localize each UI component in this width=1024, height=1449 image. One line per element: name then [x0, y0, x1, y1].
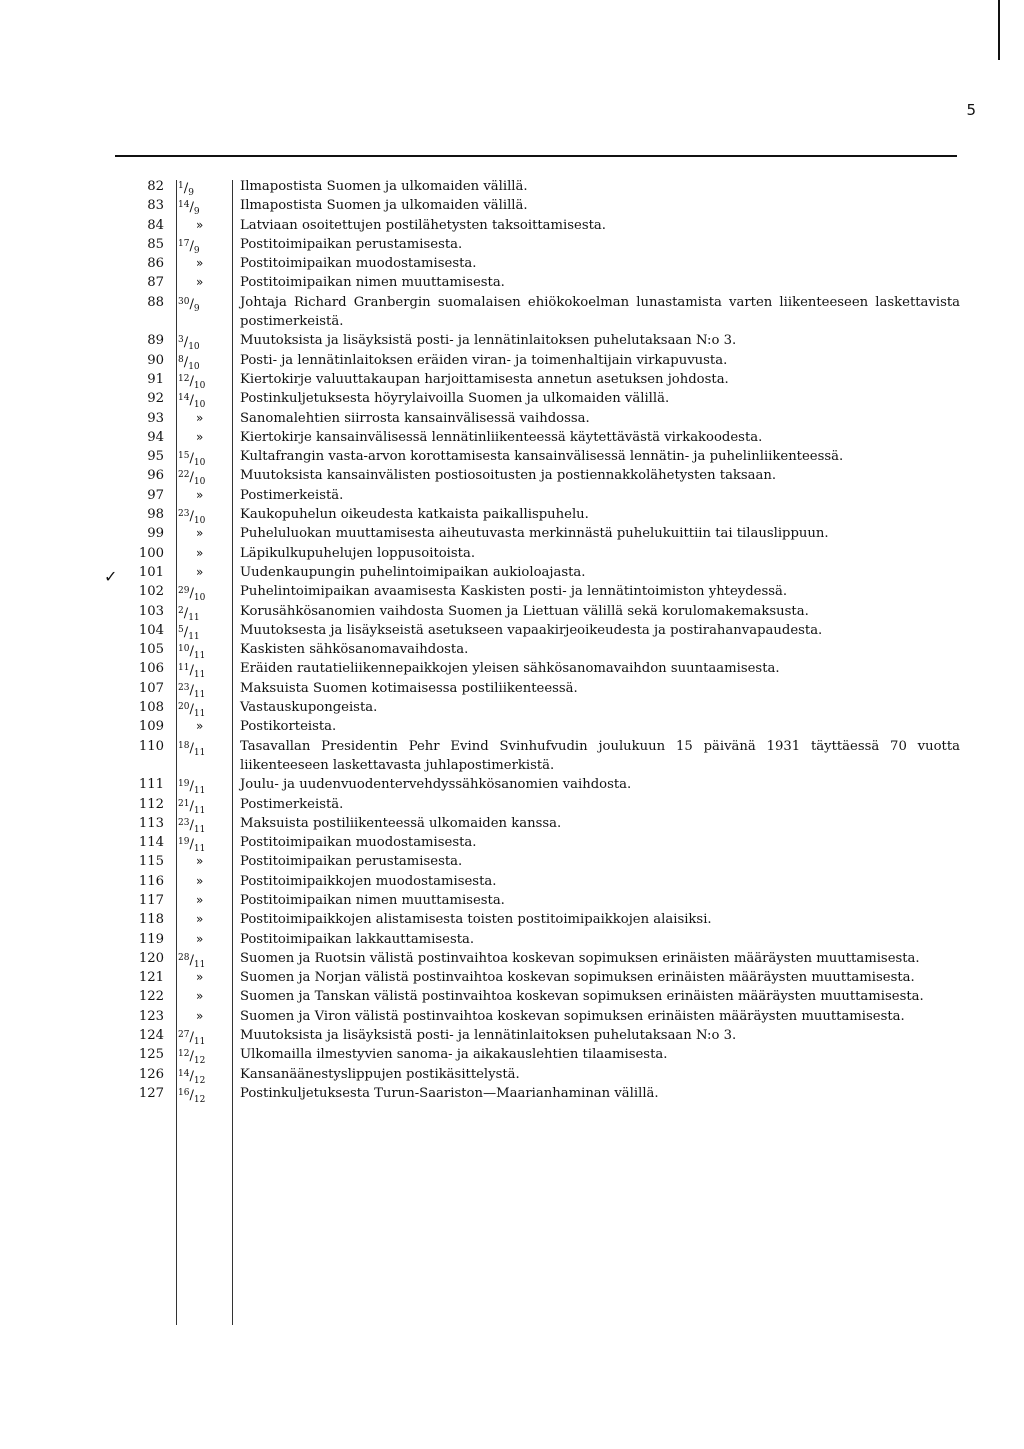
entry-text: Maksuista postiliikenteessä ulkomaiden kanssa.	[240, 815, 562, 831]
list-item	[120, 621, 960, 640]
entry-text: Postitoimipaikan muodostamisesta.	[240, 835, 477, 851]
date-day: 27	[178, 1030, 190, 1041]
entry-text: Postitoimipaikan nimen muuttamisesta.	[240, 275, 505, 291]
entry-date: $^{17}/_9$	[178, 238, 200, 256]
list-item	[120, 930, 960, 949]
list-item	[120, 235, 960, 254]
list-item	[120, 833, 960, 855]
entry-text: Uudenkaupungin puhelintoimipaikan aukioloajasta.	[240, 564, 586, 580]
entry-text: Tasavallan Presidentin Pehr Evind Svinhufvudin joulukuun 15 päivänä 1931 täyttäessä 70 vuotta liikenteeseen laskettavasta juhlapostimerkistä.	[240, 738, 960, 773]
entry-date: $^{23}/_{10}$	[178, 509, 206, 527]
list-item	[120, 717, 960, 736]
date-month: 9	[193, 207, 200, 218]
date-month: 10	[193, 477, 206, 488]
entry-number: 89	[147, 333, 164, 349]
ditto-mark: »	[196, 719, 204, 734]
entry-text: Postitoimipaikan lakkauttamisesta.	[240, 931, 475, 947]
date-day: 14	[178, 393, 190, 404]
list-item	[120, 216, 960, 235]
entry-number: 100	[138, 545, 164, 561]
entry-number: 120	[138, 950, 164, 966]
entry-text: Postitoimipaikan nimen muuttamisesta.	[240, 892, 505, 908]
entry-number: 98	[147, 507, 164, 523]
entry-text: Puheluluokan muuttamisesta aiheutuvasta merkinnästä puhelukuittiin tai tilauslippuun.	[240, 526, 829, 542]
entry-number: 119	[138, 931, 164, 947]
date-day: 17	[178, 238, 190, 249]
list-item	[120, 1065, 960, 1084]
entry-number: 108	[138, 700, 164, 716]
ditto-mark: »	[196, 892, 204, 907]
entry-number: 127	[138, 1085, 164, 1101]
entry-number: 84	[147, 217, 164, 233]
entry-date: $^{14}/_9$	[178, 200, 200, 218]
list-item	[120, 351, 960, 370]
list-item	[120, 1026, 960, 1048]
date-month: 10	[188, 342, 200, 353]
date-month: 11	[193, 747, 206, 758]
date-month: 11	[193, 709, 206, 720]
date-day: 28	[178, 952, 190, 963]
entry-number: 95	[147, 449, 164, 465]
date-month: 11	[193, 651, 206, 662]
date-month: 10	[193, 400, 206, 411]
entry-text: Vastauskupongeista.	[240, 700, 378, 716]
entry-number: 122	[138, 989, 164, 1005]
ditto-mark: »	[196, 526, 204, 541]
page-number: 5	[966, 101, 976, 119]
date-month: 10	[193, 380, 206, 391]
entry-date: $^{11}/_{11}$	[178, 663, 206, 681]
date-month: 9	[193, 303, 200, 314]
date-month: 10	[193, 593, 206, 604]
entry-text: Kansanäänestyslippujen postikäsittelystä.	[240, 1066, 520, 1082]
list-item	[120, 177, 960, 196]
entry-date: $^{21}/_{11}$	[178, 798, 206, 816]
date-day: 5	[178, 624, 184, 635]
date-day: 23	[178, 682, 190, 693]
entry-date: $^1/_9$	[178, 181, 194, 198]
list-item	[120, 582, 960, 604]
entry-text: Kaskisten sähkösanomavaihdosta.	[240, 642, 469, 658]
entry-number: 102	[138, 584, 164, 600]
entry-text: Johtaja Richard Granbergin suomalaisen ehiökokoelman lunastamista varten liikenteeseen laskettavista postimerkeistä.	[240, 294, 960, 330]
date-day: 15	[178, 451, 190, 462]
entry-number: 103	[138, 603, 164, 619]
date-day: 22	[178, 470, 190, 481]
entry-text: Postinkuljetuksesta höyrylaivoilla Suomen ja ulkomaiden välillä.	[240, 391, 670, 407]
list-item	[120, 370, 960, 389]
entry-text: Kaukopuhelun oikeudesta katkaista paikallispuhelu.	[240, 507, 589, 523]
entry-number: 91	[147, 371, 164, 387]
entry-text: Postinkuljetuksesta Turun-Saariston—Maarianhaminan välillä.	[240, 1085, 659, 1101]
date-day: 19	[178, 837, 190, 848]
date-month: 11	[193, 959, 206, 970]
list-item	[120, 486, 960, 505]
entry-date: $^{19}/_{11}$	[178, 837, 206, 855]
entry-date: $^{12}/_{12}$	[178, 1049, 206, 1067]
date-month: 11	[193, 805, 206, 816]
entry-number: 83	[147, 198, 164, 214]
entry-date: $^{27}/_{11}$	[178, 1030, 206, 1048]
entry-date: $^{19}/_{11}$	[178, 779, 206, 797]
list-item	[120, 679, 960, 698]
date-day: 8	[178, 354, 184, 365]
date-day: 30	[178, 296, 190, 307]
entry-text: Posti- ja lennätinlaitoksen eräiden viran- ja toimenhaltijain virkapuvusta.	[240, 352, 728, 368]
entry-number: 96	[147, 468, 164, 484]
entry-text: Ilmapostista Suomen ja ulkomaiden välillä.	[240, 198, 528, 214]
entry-text: Läpikulkupuhelujen loppusoitoista.	[240, 545, 476, 561]
entry-number: 94	[147, 429, 164, 445]
date-month: 10	[193, 458, 206, 469]
list-item	[120, 1084, 960, 1103]
list-item	[120, 331, 960, 353]
entry-text: Postitoimipaikkojen muodostamisesta.	[240, 873, 497, 889]
date-month: 11	[188, 612, 200, 623]
ditto-mark: »	[196, 970, 204, 985]
list-item	[120, 737, 960, 776]
ditto-mark: »	[196, 275, 204, 290]
entry-number: 92	[147, 391, 164, 407]
entry-number: 125	[138, 1047, 164, 1063]
list-item	[120, 852, 960, 871]
entry-text: Suomen ja Tanskan välistä postinvaihtoa koskevan sopimuksen erinäisten määräysten muuttamisesta.	[240, 989, 924, 1005]
list-item	[120, 447, 960, 469]
entry-date: $^{23}/_{11}$	[178, 817, 206, 835]
list-item	[120, 698, 960, 720]
entry-number: 88	[147, 294, 164, 310]
entry-text: Muutoksista ja lisäyksistä posti- ja lennätinlaitoksen puhelutaksaan N:o 3.	[240, 1028, 737, 1044]
ditto-mark: »	[196, 545, 204, 560]
entry-date: $^{15}/_{10}$	[178, 451, 206, 469]
date-day: 12	[178, 373, 190, 384]
date-day: 29	[178, 586, 190, 597]
date-day: 11	[178, 663, 190, 674]
circulars-list	[120, 177, 960, 1103]
margin-checkmark: ✓	[104, 567, 118, 586]
entry-text: Kiertokirje kansainvälisessä lennätinliikenteessä käytettävästä virkakoodesta.	[240, 429, 763, 445]
date-day: 12	[178, 1049, 190, 1060]
date-day: 3	[178, 335, 184, 346]
entry-number: 90	[147, 352, 164, 368]
date-day: 2	[178, 605, 184, 616]
entry-number: 104	[138, 622, 164, 638]
ditto-mark: »	[196, 487, 204, 502]
list-item	[120, 293, 960, 332]
date-month: 11	[193, 689, 206, 700]
entry-text: Sanomalehtien siirrosta kansainvälisessä vaihdossa.	[240, 410, 590, 426]
list-item	[120, 602, 960, 621]
ditto-mark: »	[196, 1008, 204, 1023]
entry-number: 105	[138, 642, 164, 658]
date-month: 10	[188, 361, 200, 372]
entry-number: 93	[147, 410, 164, 426]
list-item	[120, 505, 960, 527]
entry-number: 85	[147, 236, 164, 252]
entry-number: 118	[138, 912, 164, 928]
entry-date: $^3/_{10}$	[178, 335, 200, 353]
entry-text: Postitoimipaikan muodostamisesta.	[240, 256, 477, 272]
entry-date: $^{14}/_{10}$	[178, 393, 206, 411]
ditto-mark: »	[196, 989, 204, 1004]
date-month: 9	[188, 188, 194, 198]
entry-date: $^{16}/_{12}$	[178, 1087, 206, 1105]
entry-text: Postitoimipaikan perustamisesta.	[240, 236, 463, 252]
entry-date: $^{20}/_{11}$	[178, 702, 206, 720]
entry-date: $^{10}/_{11}$	[178, 644, 206, 662]
date-month: 11	[193, 786, 206, 797]
ditto-mark: »	[196, 564, 204, 579]
list-item	[120, 910, 960, 929]
ditto-mark: »	[196, 256, 204, 271]
entry-date: $^{18}/_{11}$	[178, 740, 206, 758]
date-month: 10	[193, 516, 206, 527]
list-item	[120, 872, 960, 891]
ditto-mark: »	[196, 410, 204, 425]
list-item	[120, 563, 960, 582]
ditto-mark: »	[196, 931, 204, 946]
date-month: 11	[188, 631, 200, 642]
entry-number: 99	[147, 526, 164, 542]
header-rule	[115, 155, 957, 157]
date-day: 21	[178, 798, 190, 809]
entry-number: 117	[138, 892, 164, 908]
date-day: 18	[178, 740, 190, 751]
entry-date: $^{12}/_{10}$	[178, 373, 206, 391]
entry-number: 86	[147, 256, 164, 272]
list-item	[120, 949, 960, 968]
list-item	[120, 795, 960, 814]
list-item	[120, 968, 960, 987]
entry-text: Postitoimipaikkojen alistamisesta toisten postitoimipaikkojen alaisiksi.	[240, 912, 712, 928]
entry-text: Eräiden rautatieliikennepaikkojen yleisen sähkösanomavaihdon suuntaamisesta.	[240, 661, 780, 677]
entry-text: Korusähkösanomien vaihdosta Suomen ja Liettuan välillä sekä korulomakemaksusta.	[240, 603, 809, 619]
entry-text: Kultafrangin vasta-arvon korottamisesta kansainvälisessä lennätin- ja puhelinliikenteessä.	[240, 449, 844, 465]
entry-number: 110	[138, 738, 164, 754]
entry-text: Muutoksesta ja lisäykseistä asetukseen vapaakirjeoikeudesta ja postirahanvapaudesta.	[240, 622, 823, 638]
entry-number: 107	[138, 680, 164, 696]
list-item	[120, 273, 960, 292]
entry-text: Postimerkeistä.	[240, 796, 344, 812]
entry-date: $^{28}/_{11}$	[178, 952, 206, 970]
entry-number: 106	[138, 661, 164, 677]
list-item	[120, 409, 960, 428]
entry-number: 126	[138, 1066, 164, 1082]
date-month: 9	[193, 245, 200, 256]
entry-number: 124	[138, 1028, 164, 1044]
date-month: 11	[193, 844, 206, 855]
entry-date: $^8/_{10}$	[178, 354, 200, 372]
date-day: 16	[178, 1087, 190, 1098]
ditto-mark: »	[196, 429, 204, 444]
entry-text: Muutoksista kansainvälisten postiosoitusten ja postiennakkolähetysten taksaan.	[240, 468, 777, 484]
entry-text: Postitoimipaikan perustamisesta.	[240, 854, 463, 870]
list-item	[120, 254, 960, 273]
entry-text: Kiertokirje valuuttakaupan harjoittamisesta annetun asetuksen johdosta.	[240, 371, 729, 387]
list-item	[120, 524, 960, 543]
entry-number: 116	[138, 873, 164, 889]
entry-date: $^{22}/_{10}$	[178, 470, 206, 488]
entry-number: 123	[138, 1008, 164, 1024]
list-item	[120, 775, 960, 797]
entry-text: Suomen ja Norjan välistä postinvaihtoa koskevan sopimuksen erinäisten määräysten muuttamisesta.	[240, 970, 915, 986]
entry-text: Ilmapostista Suomen ja ulkomaiden välillä.	[240, 179, 528, 194]
entry-text: Latviaan osoitettujen postilähetysten taksoittamisesta.	[240, 217, 606, 233]
entry-date: $^2/_{11}$	[178, 605, 200, 623]
list-item	[120, 544, 960, 563]
entry-number: 112	[138, 796, 164, 812]
list-item	[120, 466, 960, 488]
entry-text: Muutoksista ja lisäyksistä posti- ja lennätinlaitoksen puhelutaksaan N:o 3.	[240, 333, 737, 349]
entry-number: 115	[138, 854, 164, 870]
entry-number: 113	[138, 815, 164, 831]
ditto-mark: »	[196, 873, 204, 888]
date-day: 14	[178, 200, 190, 211]
entry-number: 111	[138, 777, 164, 793]
date-day: 14	[178, 1068, 190, 1079]
entry-date: $^5/_{11}$	[178, 624, 200, 642]
entry-number: 87	[147, 275, 164, 291]
entry-text: Postimerkeistä.	[240, 487, 344, 503]
list-item	[120, 389, 960, 411]
entry-text: Maksuista Suomen kotimaisessa postiliikenteessä.	[240, 680, 578, 696]
entry-number: 101	[138, 564, 164, 580]
entry-number: 109	[138, 719, 164, 735]
list-item	[120, 659, 960, 681]
entry-date: $^{29}/_{10}$	[178, 586, 206, 604]
date-month: 12	[193, 1075, 206, 1086]
entry-text: Puhelintoimipaikan avaamisesta Kaskisten posti- ja lennätintoimiston yhteydessä.	[240, 584, 788, 600]
entry-text: Suomen ja Ruotsin välistä postinvaihtoa koskevan sopimuksen erinäisten määräysten muuttamisesta.	[240, 950, 920, 966]
date-day: 19	[178, 779, 190, 790]
entry-number: 97	[147, 487, 164, 503]
list-item	[120, 640, 960, 662]
list-item	[120, 196, 960, 218]
date-day: 10	[178, 644, 190, 655]
date-month: 12	[193, 1094, 206, 1105]
ditto-mark: »	[196, 217, 204, 232]
entry-date: $^{14}/_{12}$	[178, 1068, 206, 1086]
ditto-mark: »	[196, 912, 204, 927]
entry-number: 114	[138, 835, 164, 851]
list-item	[120, 987, 960, 1006]
scan-edge-line	[998, 0, 1000, 60]
date-day: 23	[178, 817, 190, 828]
date-month: 12	[193, 1056, 206, 1067]
entry-number: 121	[138, 970, 164, 986]
date-day: 1	[178, 181, 184, 191]
entry-number: 82	[147, 179, 164, 194]
date-month: 11	[193, 824, 206, 835]
list-item	[120, 1007, 960, 1026]
entry-text: Ulkomailla ilmestyvien sanoma- ja aikakauslehtien tilaamisesta.	[240, 1047, 668, 1063]
list-item	[120, 814, 960, 833]
date-day: 23	[178, 509, 190, 520]
entry-date: $^{30}/_9$	[178, 296, 200, 314]
list-item	[120, 1045, 960, 1067]
list-item	[120, 428, 960, 447]
entry-text: Joulu- ja uudenvuodentervehdyssähkösanomien vaihdosta.	[240, 777, 632, 793]
list-item	[120, 891, 960, 910]
date-month: 11	[193, 670, 206, 681]
ditto-mark: »	[196, 854, 204, 869]
date-day: 20	[178, 702, 190, 713]
entry-date: $^{23}/_{11}$	[178, 682, 206, 700]
date-month: 11	[193, 1037, 206, 1048]
entry-text: Postikorteista.	[240, 719, 337, 735]
entry-text: Suomen ja Viron välistä postinvaihtoa koskevan sopimuksen erinäisten määräysten muuttamisesta.	[240, 1008, 905, 1024]
